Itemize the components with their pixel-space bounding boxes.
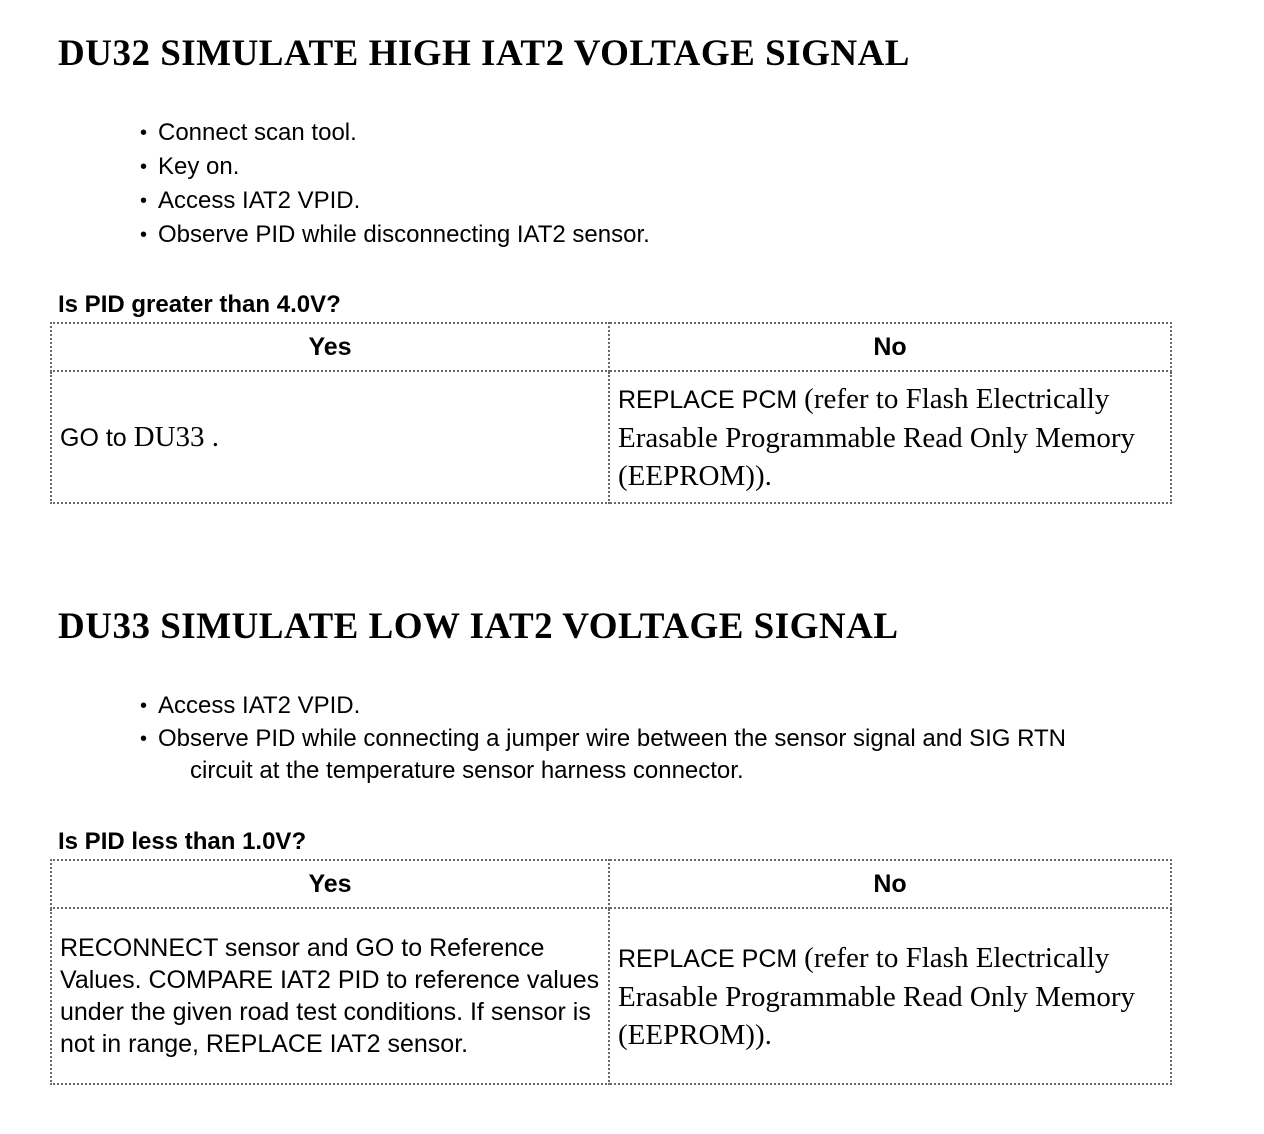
bullet-icon: •	[140, 122, 148, 144]
step-text: Key on.	[158, 153, 240, 180]
yes-action-cell: RECONNECT sensor and GO to Reference Values. COMPARE IAT2 PID to reference values under the given road test conditions. If sensor is not in range, REPLACE IAT2 sensor.	[51, 908, 609, 1084]
step-text: Observe PID while connecting a jumper wire between the sensor signal and SIG RTN	[158, 725, 1067, 752]
section-title-du33: DU33 SIMULATE LOW IAT2 VOLTAGE SIGNAL	[58, 606, 899, 647]
decision-question-du33: Is PID less than 1.0V?	[58, 828, 307, 855]
decision-table-du32	[50, 322, 1172, 504]
bullet-icon: •	[140, 695, 148, 717]
bullet-icon: •	[140, 728, 148, 750]
step-item	[140, 150, 650, 184]
bullet-icon: •	[140, 224, 148, 246]
step-text: Connect scan tool.	[158, 119, 357, 146]
step-item	[140, 218, 650, 252]
no-action-cell	[609, 908, 1171, 1084]
decision-table-du33	[50, 859, 1172, 1085]
table-header-row	[51, 323, 1171, 371]
yes-header: Yes	[51, 860, 609, 908]
no-header: No	[609, 860, 1171, 908]
no-action-cell	[609, 371, 1171, 503]
no-action-label: REPLACE PCM	[618, 944, 805, 973]
step-text: Observe PID while disconnecting IAT2 sensor.	[158, 221, 650, 248]
yes-action-cell	[51, 371, 609, 503]
table-header-row	[51, 860, 1171, 908]
step-item	[140, 689, 1210, 723]
no-action-label: REPLACE PCM	[618, 385, 805, 414]
eeprom-reference-link[interactable]: (refer to Flash Electrically Erasable Programmable Read Only Memory (EEPROM)).	[618, 941, 1136, 1051]
section-title-du32: DU32 SIMULATE HIGH IAT2 VOLTAGE SIGNAL	[58, 33, 910, 74]
decision-question-du32: Is PID greater than 4.0V?	[58, 291, 341, 318]
eeprom-reference-link[interactable]: (refer to Flash Electrically Erasable Programmable Read Only Memory (EEPROM)).	[618, 382, 1136, 492]
table-row	[51, 908, 1171, 1084]
step-list-du33	[140, 689, 1210, 787]
goto-du33-link[interactable]: DU33 .	[133, 420, 220, 453]
step-list-du32	[140, 116, 650, 252]
step-item	[140, 723, 1210, 787]
yes-action-label: GO to	[60, 423, 134, 452]
no-header: No	[609, 323, 1171, 371]
table-row	[51, 371, 1171, 503]
step-item	[140, 184, 650, 218]
step-text: Access IAT2 VPID.	[158, 692, 361, 719]
bullet-icon: •	[140, 190, 148, 212]
step-text-continuation: circuit at the temperature sensor harness connector.	[190, 757, 744, 784]
yes-header: Yes	[51, 323, 609, 371]
step-item	[140, 116, 650, 150]
step-text: Access IAT2 VPID.	[158, 187, 361, 214]
bullet-icon: •	[140, 156, 148, 178]
